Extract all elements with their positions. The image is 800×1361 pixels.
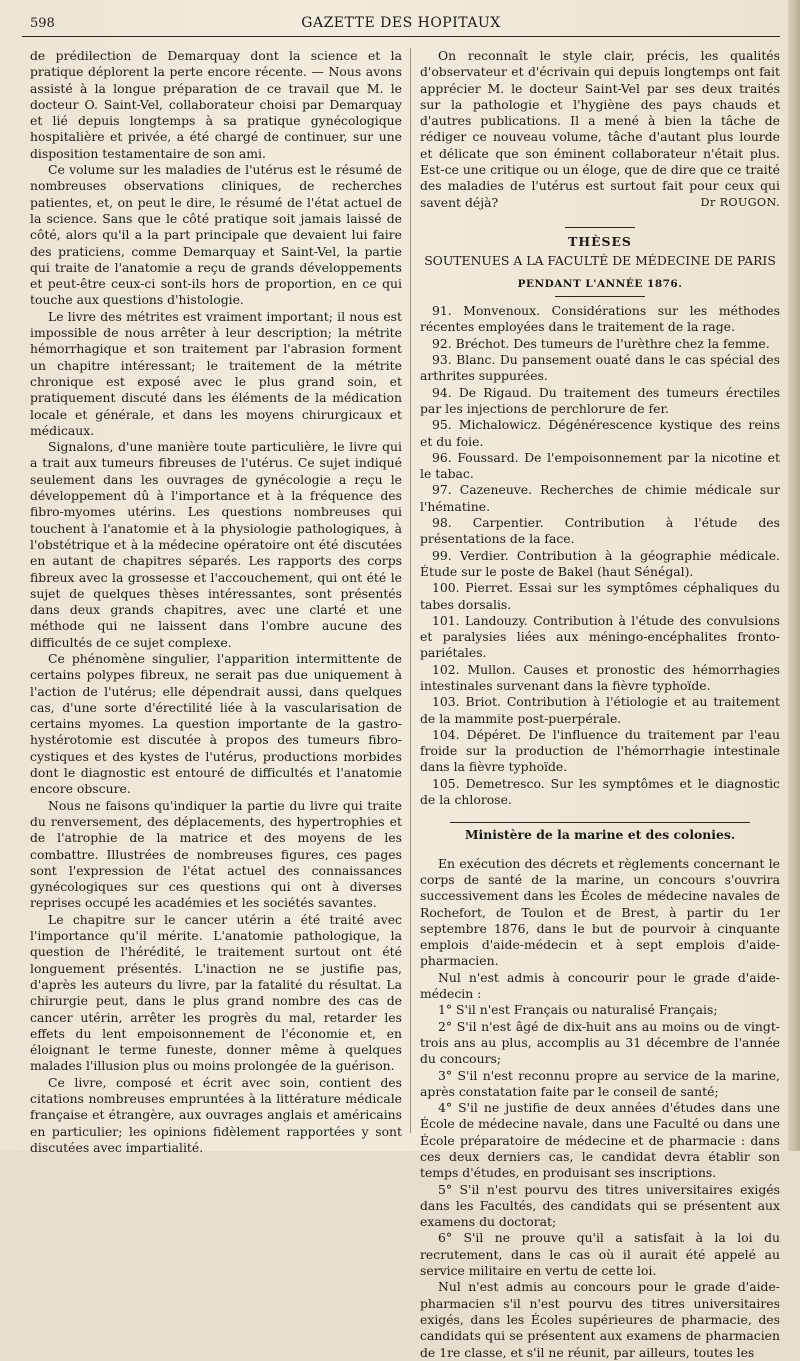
ministry-paragraph: 5° S'il n'est pourvu des titres universitaires exigés dans les Facultés, des candidats qui se présentent aux examens du doctorat; — [420, 1181, 780, 1230]
theses-period — [420, 275, 780, 297]
review-paragraph: Le livre des métrites est vraiment important; il nous est impossible de nous arrêter à leur description; la métrite hémorrhagique et son traitement par l'abrasion forment un chapitre intéressant; le traitement de la métrite chronique est exposé avec le plus grand soin, et pratiquement discuté dans les éléments de la médication locale et générale, et dans les moyens chirurgicaux et médicaux. — [30, 308, 402, 438]
thesis-item: 94. De Rigaud. Du traitement des tumeurs érectiles par les injections de perchlorure de fer. — [420, 384, 780, 416]
journal-title: GAZETTE DES HOPITAUX — [301, 15, 501, 31]
ministry-paragraph: 2° S'il n'est âgé de dix-huit ans au moins ou de vingt-trois ans au plus, accomplis au 31 décembre de l'année du concours; — [420, 1018, 780, 1067]
ministry-paragraph: Nul n'est admis au concours pour le grade d'aide-pharmacien s'il n'est pourvu des titres universitaires exigés, dans les Écoles supérieures de pharmacie, des candidats qui se présentent aux examens de pharmacien de 1re classe, et s'il ne réunit, par ailleurs, toutes les — [420, 1279, 780, 1360]
left-column — [30, 48, 402, 1156]
review-signature: Dr ROUGON. — [700, 195, 780, 209]
theses-list — [420, 303, 780, 808]
review-paragraph: Ce volume sur les maladies de l'utérus est le résumé de nombreuses observations cliniques, de recherches patientes, et, on peut le dire, le résumé de l'état actuel de la science. Sans que le côté pratique soit jamais laissé de côté, alors qu'il a la part principale que devaient lui faire des praticiens, comme Demarquay et Saint-Vel, la partie qui traite de l'anatomie a reçu de grands développements et peut-être ceux-ci sont-ils hors de proportion, en ce qui touche aux questions d'histologie. — [30, 162, 402, 308]
subtitle-rule — [555, 296, 645, 297]
ministry-notice — [420, 856, 780, 1361]
theses-subtitle — [420, 253, 780, 269]
thesis-item: 95. Michalowicz. Dégénérescence kystique des reins et du foie. — [420, 417, 780, 449]
thesis-item: 93. Blanc. Du pansement ouaté dans le cas spécial des arthrites suppurées. — [420, 352, 780, 384]
column-divider — [410, 48, 411, 1133]
ministry-paragraph: 4° S'il ne justifie de deux années d'études dans une École de médecine navale, dans une Faculté ou dans une École préparatoire de médecine et de pharmacie : dans ces deux derniers cas, le candidat devra établir son temps d'études, en produisant ses inscriptions. — [420, 1100, 780, 1181]
thesis-item: 99. Verdier. Contribution à la géographie médicale. Étude sur le poste de Bakel (haut Sénégal). — [420, 547, 780, 579]
theses-subtitle-text: SOUTENUES A LA FACULTÉ DE MÉDECINE DE PARIS — [424, 252, 776, 268]
page-edge — [788, 0, 800, 1151]
ministry-paragraph: En exécution des décrets et règlements concernant le corps de santé de la marine, un concours s'ouvrira successivement dans les Écoles de médecine navales de Rochefort, de Toulon et de Brest, à partir du 1er septembre 1876, dans le but de pourvoir à cinquante emplois d'aide-médecin et à sept emplois d'aide-pharmacien. — [420, 855, 780, 969]
thesis-item: 102. Mullon. Causes et pronostic des hémorrhagies intestinales survenant dans la fièvre typhoïde. — [420, 661, 780, 693]
thesis-item: 97. Cazeneuve. Recherches de chimie médicale sur l'hématine. — [420, 482, 780, 514]
title-rule — [565, 227, 635, 228]
review-paragraph: de prédilection de Demarquay dont la science et la pratique déplorent la perte encore récente. — Nous avons assisté à la longue préparation de ce travail que M. le docteur O. Saint-Vel, collaborateur choisi par Demarquay et lié depuis longtemps à sa pratique gynécologique hospitalière et privée, a été chargé de continuer, sur une disposition testamentaire de son ami. — [30, 48, 402, 161]
thesis-item: 91. Monvenoux. Considérations sur les méthodes récentes employées dans le traitement de la rage. — [420, 303, 780, 335]
section-divider — [450, 822, 750, 823]
ministry-paragraph: Nul n'est admis à concourir pour le grade d'aide-médecin : — [420, 969, 780, 1002]
review-paragraph: Nous ne faisons qu'indiquer la partie du livre qui traite du renversement, des déplacements, des hypertrophies et de l'atrophie de la matrice et des moyens de les combattre. Illustrées de nombreuses figures, ces pages sont l'expression de l'état actuel des connaissances gynécologiques sur ces questions qui ont à diverses reprises occupé les académies et les sociétés savantes. — [30, 797, 402, 911]
thesis-item: 103. Briot. Contribution à l'étiologie et au traitement de la mammite post-puerpérale. — [420, 694, 780, 726]
thesis-item: 104. Dépéret. De l'influence du traitement par l'eau froide sur la production de l'hémorrhagie intestinale dans la fièvre typhoïde. — [420, 726, 780, 775]
review-paragraph: Signalons, d'une manière toute particulière, le livre qui a trait aux tumeurs fibreuses de l'utérus. Ce sujet indiqué seulement dans les ouvrages de gynécologie a reçu le développement dû à l'importance et à la fréquence des fibro-myomes utérins. Les questions nombreuses qui touchent à l'anatomie et à la physiologie pathologiques, à l'obstétrique et à la médecine opératoire ont été discutées en autant de chapitres séparés. Les rapports des corps fibreux avec la grossesse et l'accouchement, qui ont été le sujet de quelques thèses intéressantes, sont présentés dans deux grands chapitres, avec une clarté et une méthode qui ne laissent dans l'ombre aucune des difficultés de ce sujet complexe. — [30, 439, 402, 650]
thesis-item: 105. Demetresco. Sur les symptômes et le diagnostic de la chlorose. — [420, 775, 780, 808]
thesis-item: 98. Carpentier. Contribution à l'étude des présentations de la face. — [420, 515, 780, 547]
thesis-item: 92. Bréchot. Des tumeurs de l'urèthre chez la femme. — [432, 335, 770, 351]
theses-title — [420, 227, 780, 250]
thesis-item: 101. Landouzy. Contribution à l'étude des convulsions et paralysies liées aux méningo-encéphalites fronto-pariétales. — [420, 612, 780, 661]
ministry-paragraph: 3° S'il n'est reconnu propre au service de la marine, après constatation faite par le conseil de santé; — [420, 1067, 780, 1099]
review-paragraph: Ce livre, composé et écrit avec soin, contient des citations nombreuses empruntées à la littérature médicale française et étrangère, aux ouvrages anglais et américains en particulier; les opinions fidèlement rapportées y sont discutées avec impartialité. — [30, 1074, 402, 1155]
thesis-item: 100. Pierret. Essai sur les symptômes céphaliques du tabes dorsalis. — [420, 580, 780, 612]
page-number: 598 — [30, 16, 55, 31]
right-column — [420, 48, 780, 1361]
review-paragraph: Ce phénomène singulier, l'apparition intermittente de certains polypes fibreux, ne serait pas due uniquement à l'action de l'utérus; elle dépendrait aussi, dans quelques cas, d'une sorte d'érectilité liée à la vascularisation de certains myomes. La question importante de la gastro-hystérotomie est discutée à propos des tumeurs fibro-cystiques et des kystes de l'utérus, productions morbides dont le diagnostic est entouré de difficultés et l'anatomie encore obscure. — [30, 650, 402, 797]
theses-title-text: THÈSES — [568, 234, 632, 250]
review-conclusion: On reconnaît le style clair, précis, les qualités d'observateur et d'écrivain qui depuis longtemps ont fait apprécier M. le docteur Saint-Vel par ses deux traités sur la pathologie et l'hygiène des pays chauds et d'autres publications. Il a mené à bien la tâche de rédiger ce nouveau volume, tâche d'autant plus lourde et délicate que son éminent collaborateur n'était plus. Est-ce une critique ou un éloge, que de dire que ce traité des maladies de l'utérus est surtout fait pour ceux qui savent déjà? — [420, 48, 780, 210]
review-paragraph: Le chapitre sur le cancer utérin a été traité avec l'importance qu'il mérite. L'anatomie pathologique, la question de l'hérédité, le traitement surtout ont été longuement présentés. L'inaction ne se justifie pas, d'après les auteurs du livre, par la fatalité du résultat. La chirurgie peut, dans le plus grand nombre des cas de cancer utérin, arrêter les progrès du mal, retarder les effets du lent empoisonnement de l'économie et, en éloignant le terme funeste, donner même à quelques malades l'illusion plus ou moins prolongée de la guérison. — [30, 911, 402, 1074]
thesis-item: 96. Foussard. De l'empoisonnement par la nicotine et le tabac. — [420, 449, 780, 482]
ministry-title: Ministère de la marine et des colonies. — [464, 827, 736, 843]
theses-period-text: PENDANT L'ANNÉE 1876. — [517, 277, 683, 290]
ministry-paragraph: 6° S'il ne prouve qu'il a satisfait à la loi du recrutement, dans le cas où il aurait été appelé au service militaire en vertu de cette loi. — [420, 1230, 780, 1279]
page-header — [22, 14, 780, 37]
ministry-paragraph: 1° S'il n'est Français ou naturalisé Français; — [438, 1002, 718, 1018]
